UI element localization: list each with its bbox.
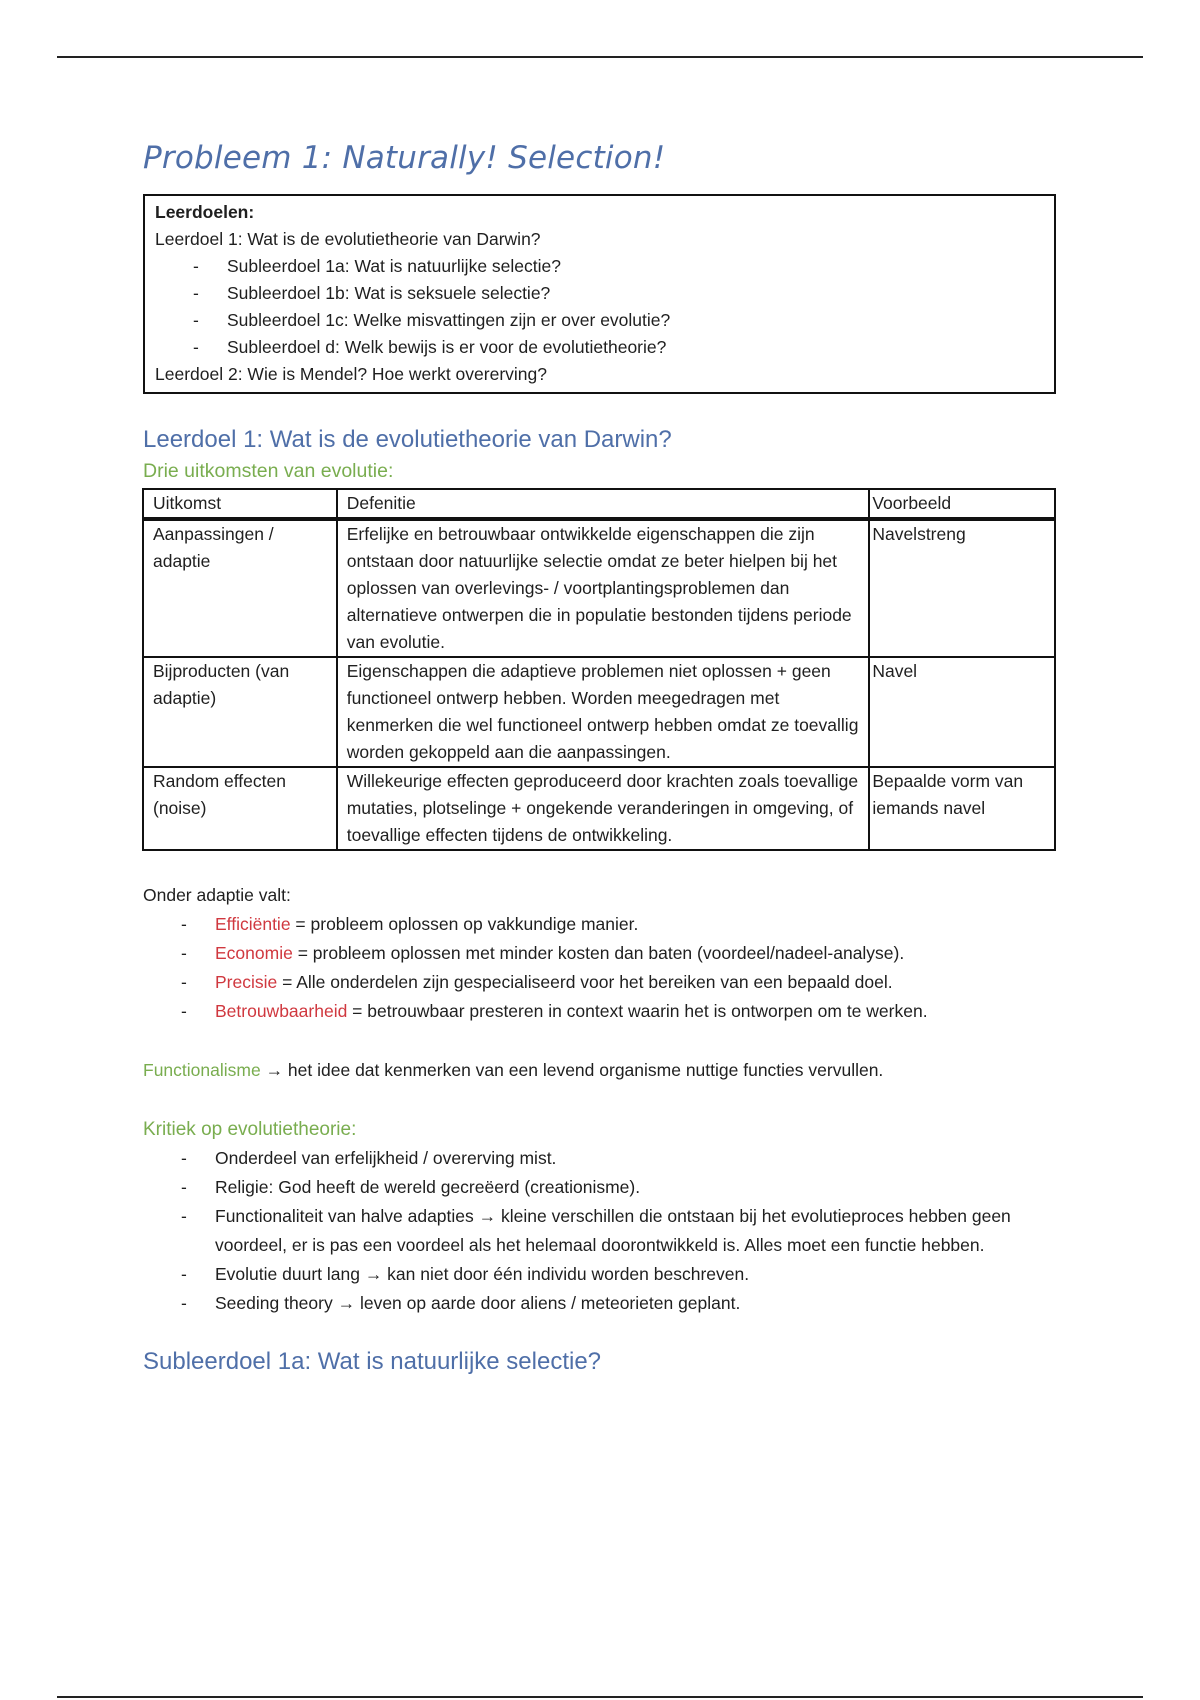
subgoal-item: - Subleerdoel 1c: Welke misvattingen zijn er over evolutie? [155,307,1044,334]
table-row [143,767,1055,850]
cell-outcome: Aanpassingen / adaptie [143,519,337,657]
term-description: = probleem oplossen met minder kosten dan baten (voordeel/nadeel-analyse). [292,943,905,963]
functionalism-description: → het idee dat kenmerken van een levend organisme nuttige functies vervullen. [260,1060,884,1080]
column-header-definition: Defenitie [337,489,870,519]
functionalism-line [143,1056,1056,1085]
table-header-row [143,489,1055,519]
table-row [143,519,1055,657]
cell-definition: Erfelijke en betrouwbaar ontwikkelde eigenschappen die zijn ontstaan door natuurlijke selectie omdat ze beter hielpen bij het oplossen van overlevings- / voortplantingsproblemen dan alternatieve ontwerpen die in populatie bestonden tijdens periode van evolutie. [337,519,870,657]
page-bottom-rule [57,1696,1143,1698]
document-page [143,140,1056,1378]
goal-2: Leerdoel 2: Wie is Mendel? Hoe werkt overerving? [155,364,547,384]
subgoal-item: - Subleerdoel 1b: Wat is seksuele selectie? [155,280,1044,307]
cell-example: Navel [869,657,1055,767]
adaptation-item [143,968,1056,997]
cell-definition: Eigenschappen die adaptieve problemen niet oplossen + geen functioneel ontwerp hebben. Worden meegedragen met kenmerken die wel functioneel ontwerp hebben omdat ze toevallig worden gekoppeld aan die aanpassingen. [337,657,870,767]
outcomes-table [142,488,1056,851]
term-reliability: Betrouwbaarheid [215,1001,348,1021]
term-efficiency: Efficiëntie [215,914,291,934]
adaptation-item [143,997,1056,1026]
cell-outcome: Random effecten (noise) [143,767,337,850]
goals-label: Leerdoelen: [155,202,255,222]
goal-1: Leerdoel 1: Wat is de evolutietheorie van Darwin? [155,229,541,249]
outcomes-subheading: Drie uitkomsten van evolutie: [143,460,394,482]
critique-heading: Kritiek op evolutietheorie: [143,1119,357,1140]
term-precision: Precisie [215,972,278,992]
functionalism-block [143,1056,1056,1085]
critique-item: - Seeding theory → leven op aarde door aliens / meteorieten geplant. [143,1289,1056,1318]
section-heading-subgoal-1a: Subleerdoel 1a: Wat is natuurlijke selectie? [143,1348,602,1375]
cell-definition: Willekeurige effecten geproduceerd door krachten zoals toevallige mutaties, plotselinge + ongekende veranderingen in omgeving, of toevallige effecten tijdens de ontwikkeling. [337,767,870,850]
term-description: = Alle onderdelen zijn gespecialiseerd voor het bereiken van een bepaald doel. [277,972,893,992]
term-functionalism: Functionalisme [143,1060,261,1080]
cell-outcome: Bijproducten (van adaptie) [143,657,337,767]
adaptation-block [143,881,1056,1026]
cell-example: Navelstreng [869,519,1055,657]
critique-item: - Onderdeel van erfelijkheid / overerving mist. [143,1144,1056,1173]
page-title: Probleem 1: Naturally! Selection! [143,140,666,176]
cell-example: Bepaalde vorm van iemands navel [869,767,1055,850]
critique-list [143,1144,1056,1318]
critique-item: - Functionaliteit van halve adapties → kleine verschillen die ontstaan bij het evolutieproces hebben geen voordeel, er is pas een voordeel als het helemaal doorontwikkeld is. Alles moet een functie hebben. [143,1202,1056,1260]
subgoal-item: - Subleerdoel 1a: Wat is natuurlijke selectie? [155,253,1044,280]
term-economy: Economie [215,943,293,963]
critique-item: - Evolutie duurt lang → kan niet door één individu worden beschreven. [143,1260,1056,1289]
adaptation-item [143,910,1056,939]
critique-block [143,1115,1056,1318]
term-description: = probleem oplossen op vakkundige manier. [290,914,639,934]
subgoal-list [155,253,1044,361]
adaptation-list [143,910,1056,1026]
column-header-outcome: Uitkomst [143,489,337,519]
critique-item: - Religie: God heeft de wereld gecreëerd (creationisme). [143,1173,1056,1202]
section-heading-goal-1: Leerdoel 1: Wat is de evolutietheorie van Darwin? [143,426,672,453]
subgoal-item: - Subleerdoel d: Welk bewijs is er voor de evolutietheorie? [155,334,1044,361]
adaptation-item [143,939,1056,968]
adaptation-intro: Onder adaptie valt: [143,885,291,905]
page-top-rule [57,56,1143,58]
term-description: = betrouwbaar presteren in context waarin het is ontworpen om te werken. [347,1001,928,1021]
table-row [143,657,1055,767]
learning-goals-box [143,194,1056,394]
column-header-example: Voorbeeld [869,489,1055,519]
